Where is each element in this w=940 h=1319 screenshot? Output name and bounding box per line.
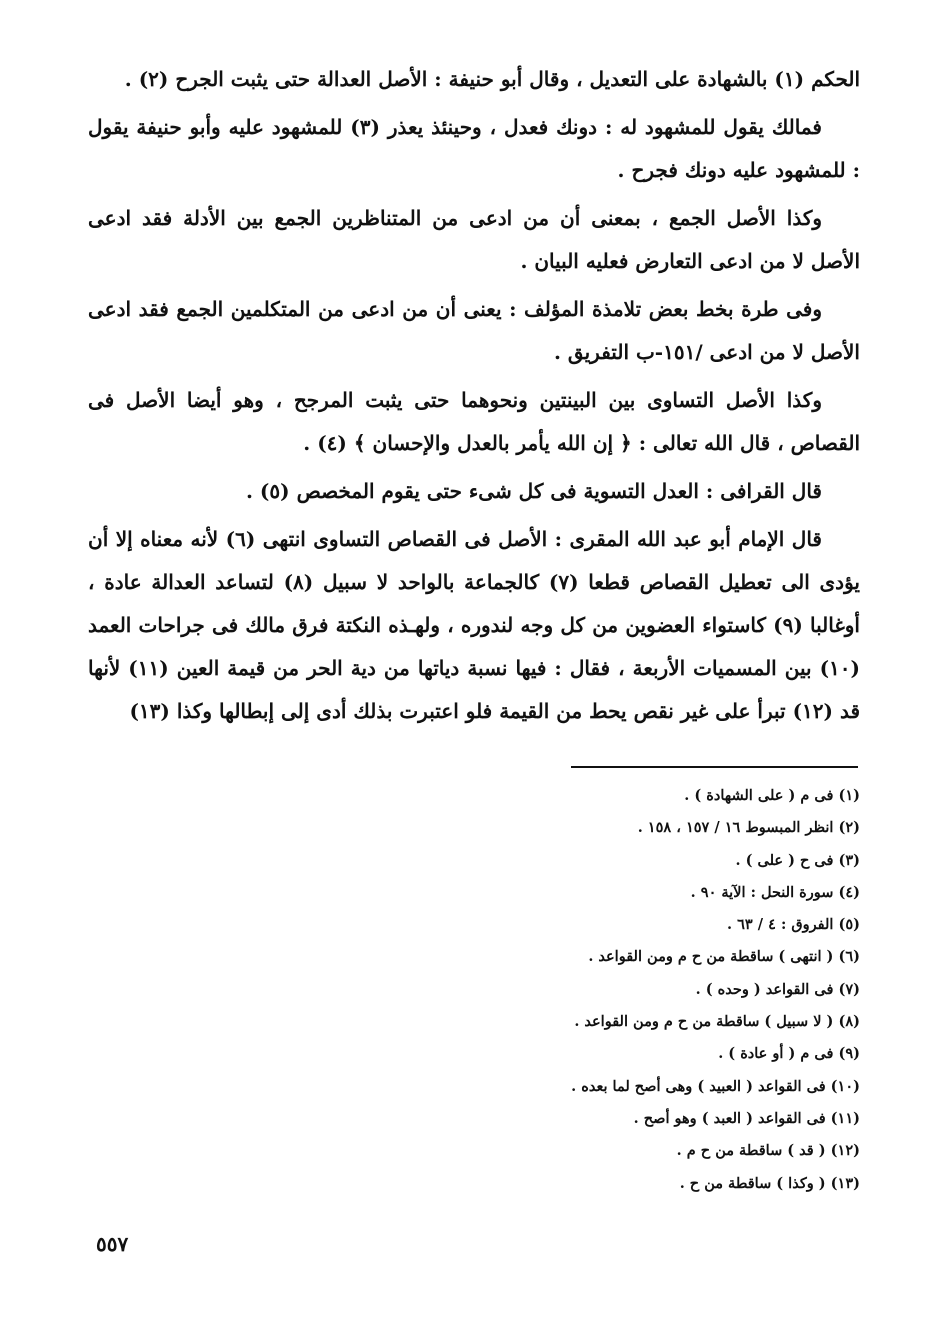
footnote: (١٣) ( وكذا ) ساقطة من ح . [679, 1174, 860, 1192]
paragraph: قال الإمام أبو عبد الله المقرى : الأصل فى القصاص التساوى انتهى (٦) لأنه معناه إلا أن يؤدى الى تعطيل القصاص قطعا (٧) كالجماعة بالواحد لا سبيل (٨) لتساعد العدالة عادة ، أوغالبا (٩) كاستواء العضوين من كل وجه لندوره ، ولهـذه النكتة فرق مالك فى جراحات العمد (١٠) بين المسميات الأربعة ، فقال : فيها نسبة دياتها من دية الحر من قيمة العين (١١) لأنها قد (١٢) تبرأ على غير نقص يحط من القيمة فلو اعتبرت بذلك أدى إلى إبطالها وكذا (١٣) [88, 527, 860, 723]
footnote: (٧) فى القواعد ( وحده ) . [695, 980, 860, 998]
main-text [88, 58, 860, 738]
footnote: (٨) ( لا سبيل ) ساقطة من ح م ومن القواعد . [574, 1013, 860, 1031]
footnote: (٢) انظر المبسوط ١٦ / ١٥٧ ، ١٥٨ . [637, 819, 860, 837]
footnotes [340, 780, 860, 1200]
paragraph: قال القرافى : العدل التسوية فى كل شىء حتى يقوم المخصص (٥) . [246, 479, 822, 503]
footnote: (٣) فى ح ( على ) . [735, 851, 860, 869]
footnote: (١٠) فى القواعد ( العبيد ) وهى أصح لما بعده . [571, 1077, 860, 1095]
footnote: (٦) ( انتهى ) ساقطة من ح م ومن القواعد . [588, 948, 860, 966]
footnote: (٤) سورة النحل : الآية ٩٠ . [690, 883, 860, 901]
paragraph: الحكم (١) بالشهادة على التعديل ، وقال أبو حنيفة : الأصل العدالة حتى يثبت الجرح (٢) . [124, 67, 860, 91]
paragraph: وكذا الأصل الجمع ، بمعنى أن من ادعى من المتناظرين الجمع بين الأدلة فقد ادعى الأصل لا من ادعى التعارض فعليه البيان . [88, 206, 860, 273]
page-number: ٥٥٧ [96, 1232, 129, 1256]
footnote: (٥) الفروق : ٤ / ٦٣ . [727, 916, 860, 934]
paragraph: فمالك يقول للمشهود له : دونك فعدل ، وحينئذ يعذر (٣) للمشهود عليه وأبو حنيفة يقول : للمشهود عليه دونك فجرح . [88, 115, 860, 182]
paragraph: وكذا الأصل التساوى بين البينتين ونحوهما حتى يثبت المرجح ، وهو أيضا الأصل فى القصاص ، قال الله تعالى : ﴿ إن الله يأمر بالعدل والإحسان ﴾ (٤) . [88, 388, 860, 455]
footnote-separator [571, 766, 858, 768]
footnote: (١) فى م ( على الشهادة ) . [684, 787, 860, 804]
footnote: (١١) فى القواعد ( العبد ) وهو أصح . [633, 1109, 860, 1127]
footnote: (١٢) ( قد ) ساقطة من ح م . [676, 1142, 860, 1160]
footnote: (٩) فى م ( أو عادة ) . [718, 1045, 860, 1063]
paragraph: وفى طرة بخط بعض تلامذة المؤلف : يعنى أن من ادعى من المتكلمين الجمع فقد ادعى الأصل لا من ادعى /١٥١-ب التفريق . [88, 297, 860, 364]
